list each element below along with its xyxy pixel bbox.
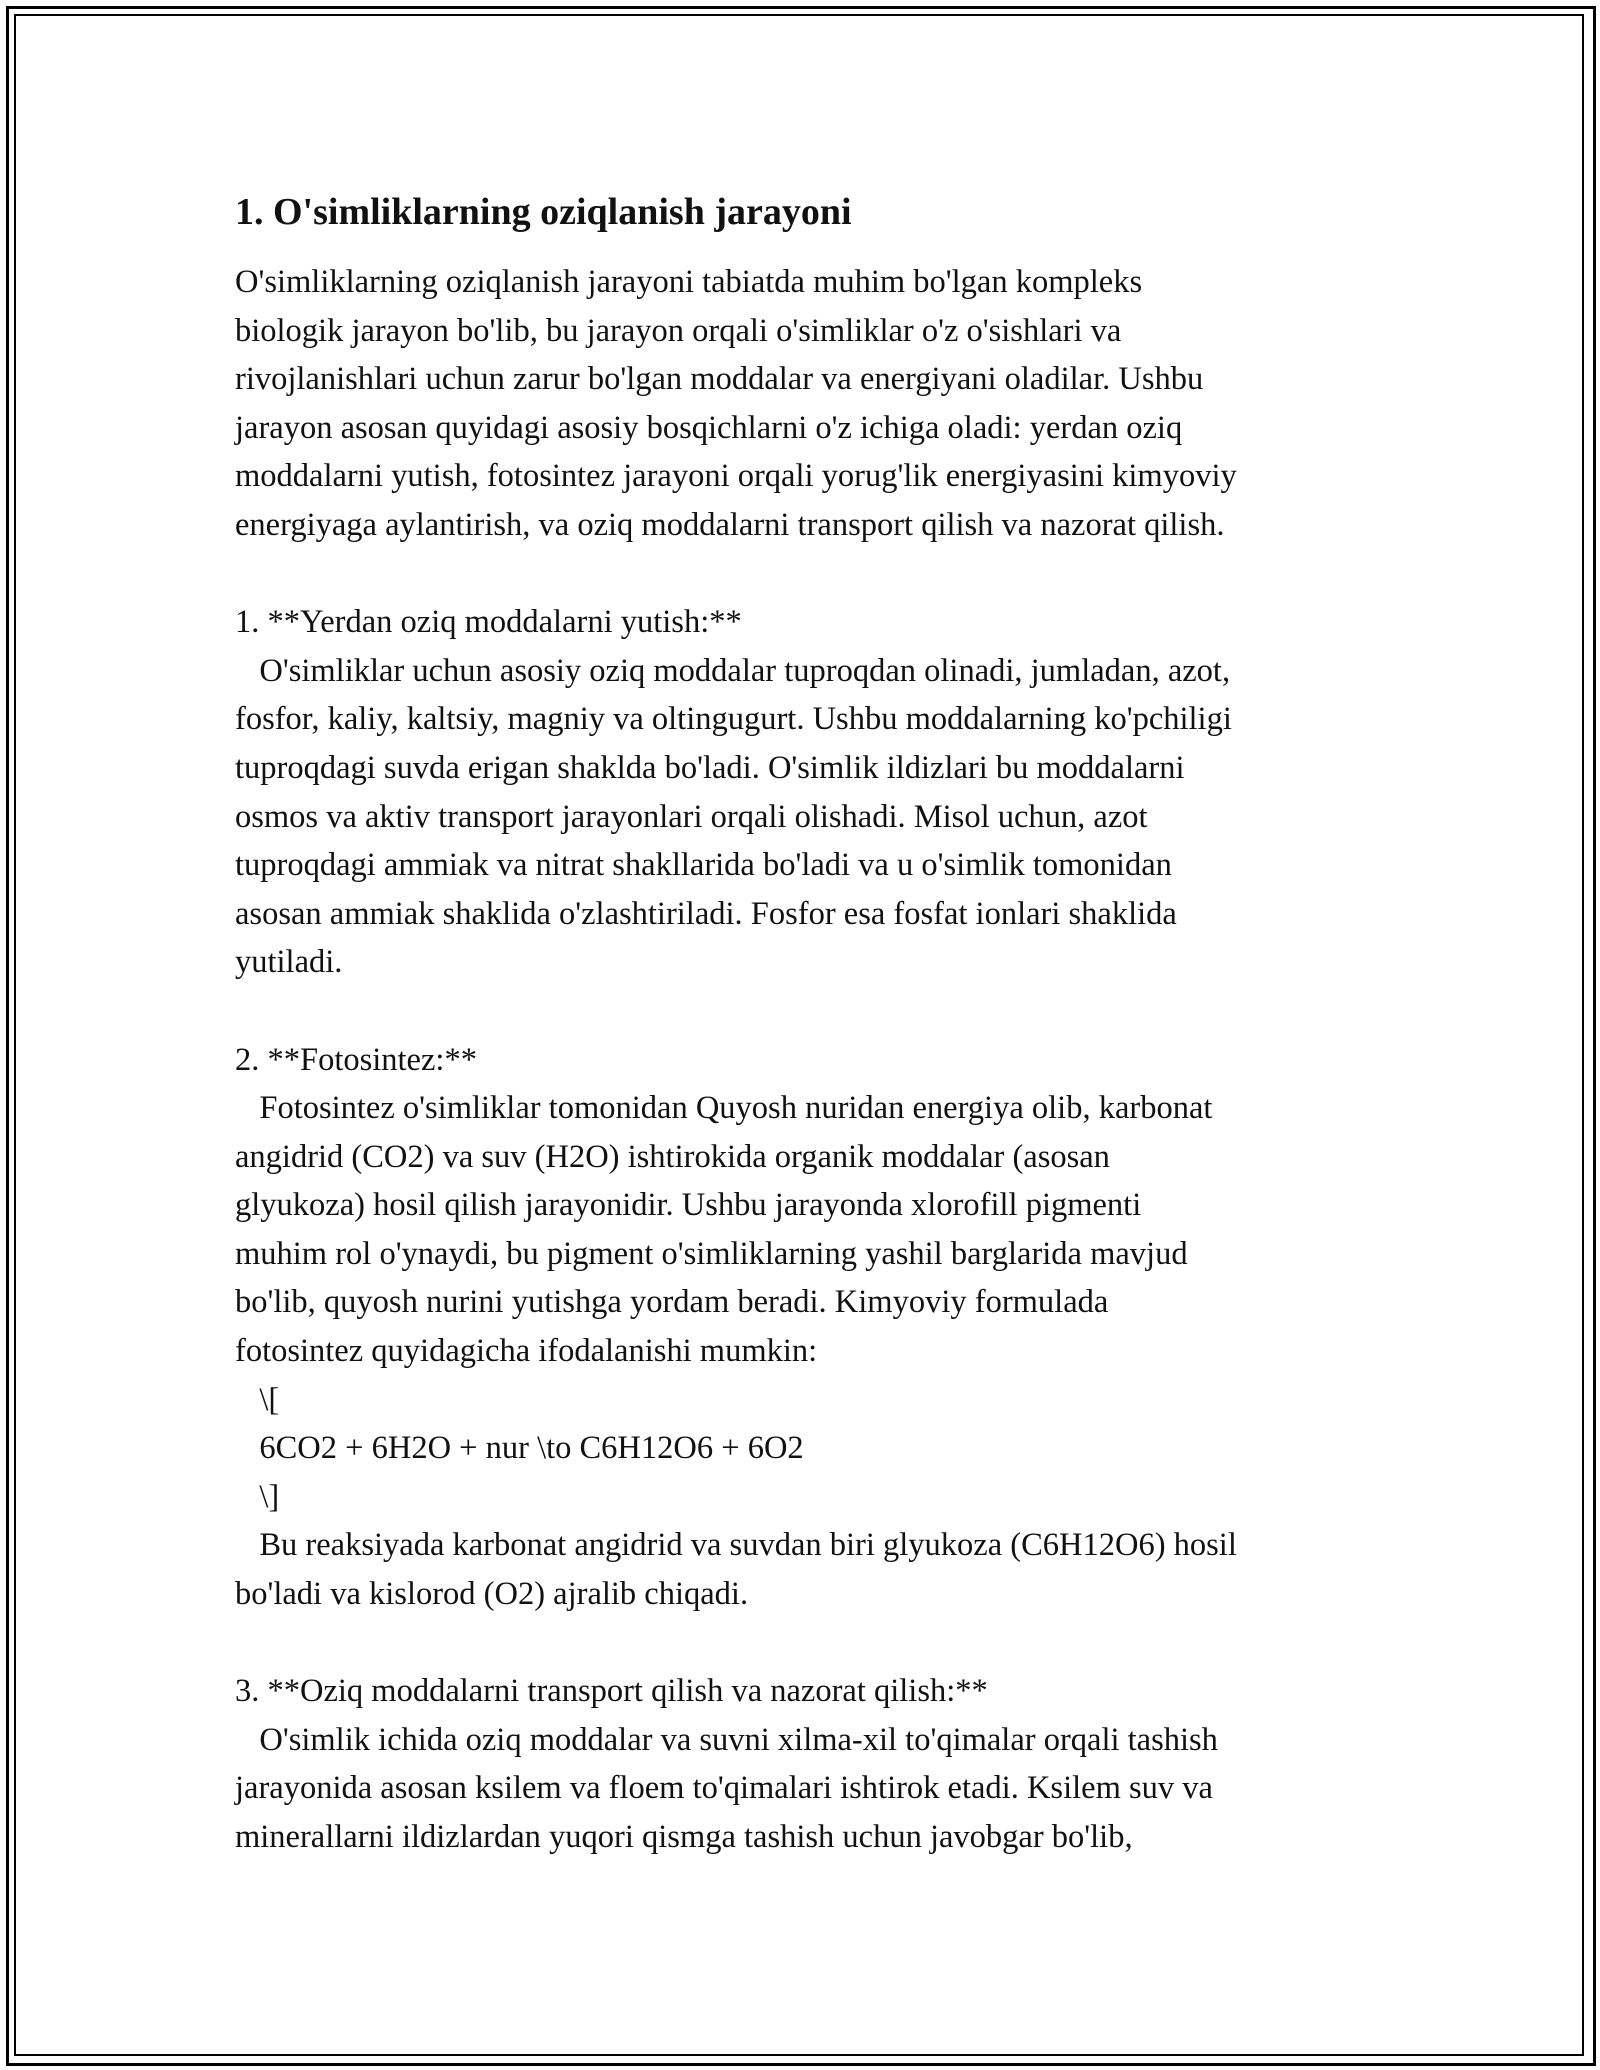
document-text: O'simliklarning oziqlanish jarayoni tabiatda muhim bo'lgan kompleks biologik jarayon bo'lib, bu jarayon orqali o'simliklar o'z o'sishlari va rivojlanishlari uchun zarur bo'lgan moddalar va energiyani oladilar. Ushbu jarayon asosan quyidagi asosiy bosqichlarni o'z ichiga oladi: yerdan oziq moddalarni yutish, fotosintez jarayoni orqali yorug'lik energiyasini kimyoviy energiyaga aylantirish, va oziq moddalarni transport qilish va nazorat qilish. 1. **Yerdan oziq moddalarni yutish:** O'simliklar uchun asosiy oziq moddalar tuproqdan olinadi, jumladan, azot, fosfor, kaliy, kaltsiy, magniy va oltingugurt. Ushbu moddalarning ko'pchiligi tuproqdagi suvda erigan shaklda bo'ladi. O'simlik ildizlari bu moddalarni osmos va aktiv transport jarayonlari orqali olishadi. Misol uchun, azot tuproqdagi ammiak va nitrat shakllarida bo'ladi va u o'simlik tomonidan asosan ammiak shaklida o'zlashtiriladi. Fosfor esa fosfat ionlari shaklida yutiladi. 2. **Fotosintez:** Fotosintez o'simliklar tomonidan Quyosh nuridan energiya olib, karbonat angidrid (CO2) va suv (H2O) ishtirokida organik moddalar (asosan glyukoza) hosil qilish jarayonidir. Ushbu jarayonda xlorofill pigmenti muhim rol o'ynaydi, bu pigment o'simliklarning yashil barglarida mavjud bo'lib, quyosh nurini yutishga yordam beradi. Kimyoviy formulada fotosintez quyidagicha ifodalanishi mumkin: \[ 6CO2 + 6H2O + nur \to C6H12O6 + 6O2 \] Bu reaksiyada karbonat angidrid va suvdan biri glyukoza (C6H12O6) hosil bo'ladi va kislorod (O2) ajralib chiqadi. 3. **Oziq moddalarni transport qilish va nazorat qilish:** O'simlik ichida oziq moddalar va suvni xilma-xil to'qimalar orqali tashish jarayonida asosan ksilem va floem to'qimalari ishtirok etadi. Ksilem suv va minerallarni ildizlardan yuqori qismga tashish uchun javobgar bo'lib, (235, 264, 1237, 1855)
document-body (235, 184, 1375, 1862)
document-heading: 1. O'simliklarning oziqlanish jarayoni (235, 191, 852, 233)
